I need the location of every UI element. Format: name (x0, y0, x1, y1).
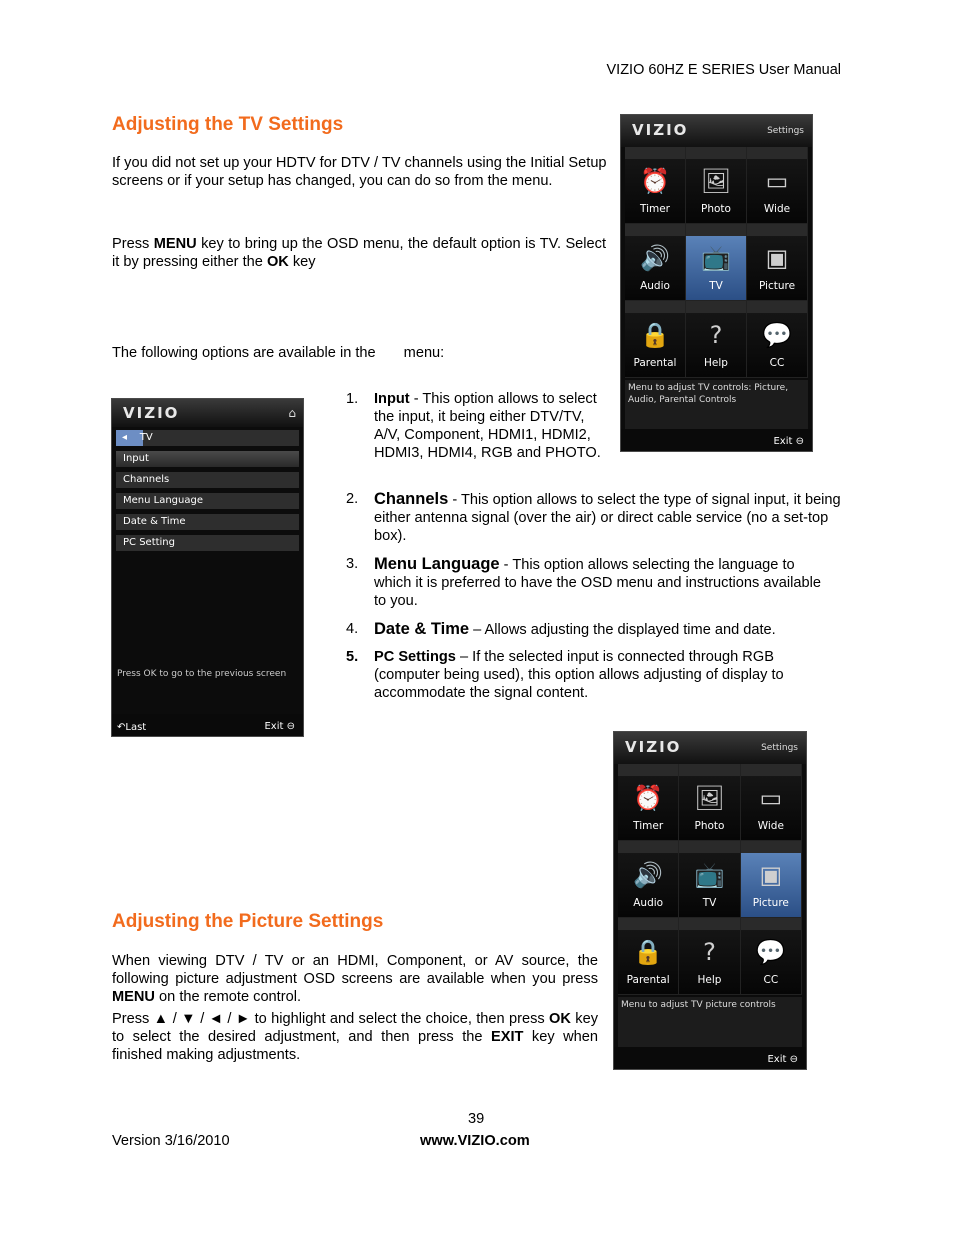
option-pc-settings: 5. PC Settings – If the selected input is connected through RGB (computer being used), this option allows adjusting of display to accommodate the signal content. (346, 649, 784, 701)
vizio-logo: VIZIO (632, 121, 689, 139)
osd-tv-menu-screenshot (111, 398, 304, 737)
exit-icon: ⊖ (789, 1054, 798, 1065)
photo-icon: 🖼 (694, 784, 725, 812)
tv-menu-paragraph: Press MENU key to bring up the OSD menu, the default option is TV. Select it by pressing either the OK key (112, 236, 607, 270)
tile-photo[interactable]: 🖼 Photo (686, 147, 747, 224)
tile-timer[interactable]: ⏰ Timer (625, 147, 686, 224)
menu-item-input[interactable]: Input (116, 451, 299, 467)
last-button[interactable]: ↶Last (117, 722, 147, 733)
option-input: 1. Input - This option allows to select the input, it being either DTV/TV, A/V, Component, HDMI1, HDMI2, HDMI3, HDMI4, RGB and PHOTO. (346, 391, 601, 461)
tv-icon: 📺 (694, 861, 725, 889)
tile-help[interactable]: ? Help (686, 301, 747, 378)
version-text: Version 3/16/2010 (112, 1133, 230, 1149)
exit-icon: ⊖ (795, 436, 804, 447)
photo-icon: 🖼 (700, 167, 732, 195)
lock-icon: 🔒 (633, 938, 664, 966)
section-title-tv-settings: Adjusting the TV Settings (112, 114, 344, 135)
picture-nav-paragraph: Press ▲ / ▼ / ◄ / ► to highlight and select the choice, then press OK key to select the desired adjustment, and then press the EXIT key when finished making adjustments. (112, 1011, 598, 1063)
return-icon: ↶ (117, 722, 126, 733)
osd-settings-picture-screenshot (613, 731, 807, 1070)
wide-icon: ▭ (759, 784, 783, 812)
menu-item-channels[interactable]: Channels (116, 472, 299, 488)
tile-photo[interactable]: 🖼 Photo (679, 764, 740, 841)
tile-audio[interactable]: 🔊 Audio (618, 841, 679, 918)
osd-description: Menu to adjust TV controls: Picture, Audio, Parental Controls (625, 380, 808, 436)
help-icon: ? (709, 321, 723, 349)
option-menu-language: 3. Menu Language - This option allows selecting the language to which it is preferred to have the OSD menu and instructions available to you. (346, 555, 821, 609)
back-arrow-icon: ◂ (122, 432, 128, 443)
tile-wide[interactable]: ▭ Wide (741, 764, 802, 841)
exit-button[interactable]: Exit ⊖ (773, 436, 804, 447)
exit-button[interactable]: Exit ⊖ (767, 1054, 798, 1065)
cc-icon: 💬 (755, 938, 786, 966)
tv-intro-paragraph: If you did not set up your HDTV for DTV / TV channels using the Initial Setup screens or if your setup has changed, you can do so from the menu. (112, 155, 607, 189)
options-intro: The following options are available in the menu: (112, 345, 445, 361)
back-tv-item[interactable]: ◂ TV (116, 430, 299, 446)
timer-icon: ⏰ (633, 784, 664, 812)
tile-tv[interactable]: 📺 TV (679, 841, 740, 918)
cc-icon: 💬 (762, 321, 792, 349)
settings-tile-grid (625, 147, 808, 378)
exit-button[interactable]: Exit ⊖ (264, 721, 295, 732)
tile-audio[interactable]: 🔊 Audio (625, 224, 686, 301)
tv-icon: 📺 (701, 244, 731, 272)
page-number: 39 (468, 1111, 485, 1127)
settings-tile-grid (618, 764, 802, 995)
tile-cc[interactable]: 💬 CC (747, 301, 808, 378)
picture-icon: ▣ (759, 861, 783, 889)
osd-title: Settings (767, 126, 804, 136)
audio-icon: 🔊 (633, 861, 664, 889)
tile-cc[interactable]: 💬 CC (741, 918, 802, 995)
tile-timer[interactable]: ⏰ Timer (618, 764, 679, 841)
vizio-logo: VIZIO (625, 738, 682, 756)
manual-header: VIZIO 60HZ E SERIES User Manual (606, 62, 841, 78)
wide-icon: ▭ (765, 167, 789, 195)
tile-parental[interactable]: 🔒 Parental (618, 918, 679, 995)
vizio-logo: VIZIO (123, 404, 180, 422)
section-title-picture-settings: Adjusting the Picture Settings (112, 911, 384, 932)
picture-icon: ▣ (765, 244, 789, 272)
tile-help[interactable]: ? Help (679, 918, 740, 995)
menu-item-menu-language[interactable]: Menu Language (116, 493, 299, 509)
menu-item-date-time[interactable]: Date & Time (116, 514, 299, 530)
option-channels: 2. Channels - This option allows to select the type of signal input, it being either antenna signal (over the air) or direct cable service (no a set-top box). (346, 490, 841, 544)
menu-item-pc-setting[interactable]: PC Setting (116, 535, 299, 551)
timer-icon: ⏰ (640, 167, 670, 195)
help-icon: ? (703, 938, 716, 966)
tile-wide[interactable]: ▭ Wide (747, 147, 808, 224)
lock-icon: 🔒 (640, 321, 670, 349)
option-date-time: 4. Date & Time – Allows adjusting the displayed time and date. (346, 620, 776, 638)
tile-picture[interactable]: ▣ Picture (747, 224, 808, 301)
osd-description: Menu to adjust TV picture controls (618, 997, 802, 1053)
tile-picture[interactable]: ▣ Picture (741, 841, 802, 918)
home-icon[interactable]: ⌂ (288, 406, 296, 420)
tile-parental[interactable]: 🔒 Parental (625, 301, 686, 378)
osd-hint: Press OK to go to the previous screen (117, 669, 287, 679)
exit-icon: ⊖ (286, 721, 295, 732)
website-link[interactable]: www.VIZIO.com (420, 1133, 530, 1149)
tile-tv[interactable]: 📺 TV (686, 224, 747, 301)
osd-settings-tv-screenshot (620, 114, 813, 452)
osd-title: Settings (761, 743, 798, 753)
audio-icon: 🔊 (640, 244, 670, 272)
picture-intro-paragraph: When viewing DTV / TV or an HDMI, Component, or AV source, the following picture adjustment OSD screens are available when you press MENU on the remote control. (112, 953, 598, 1005)
